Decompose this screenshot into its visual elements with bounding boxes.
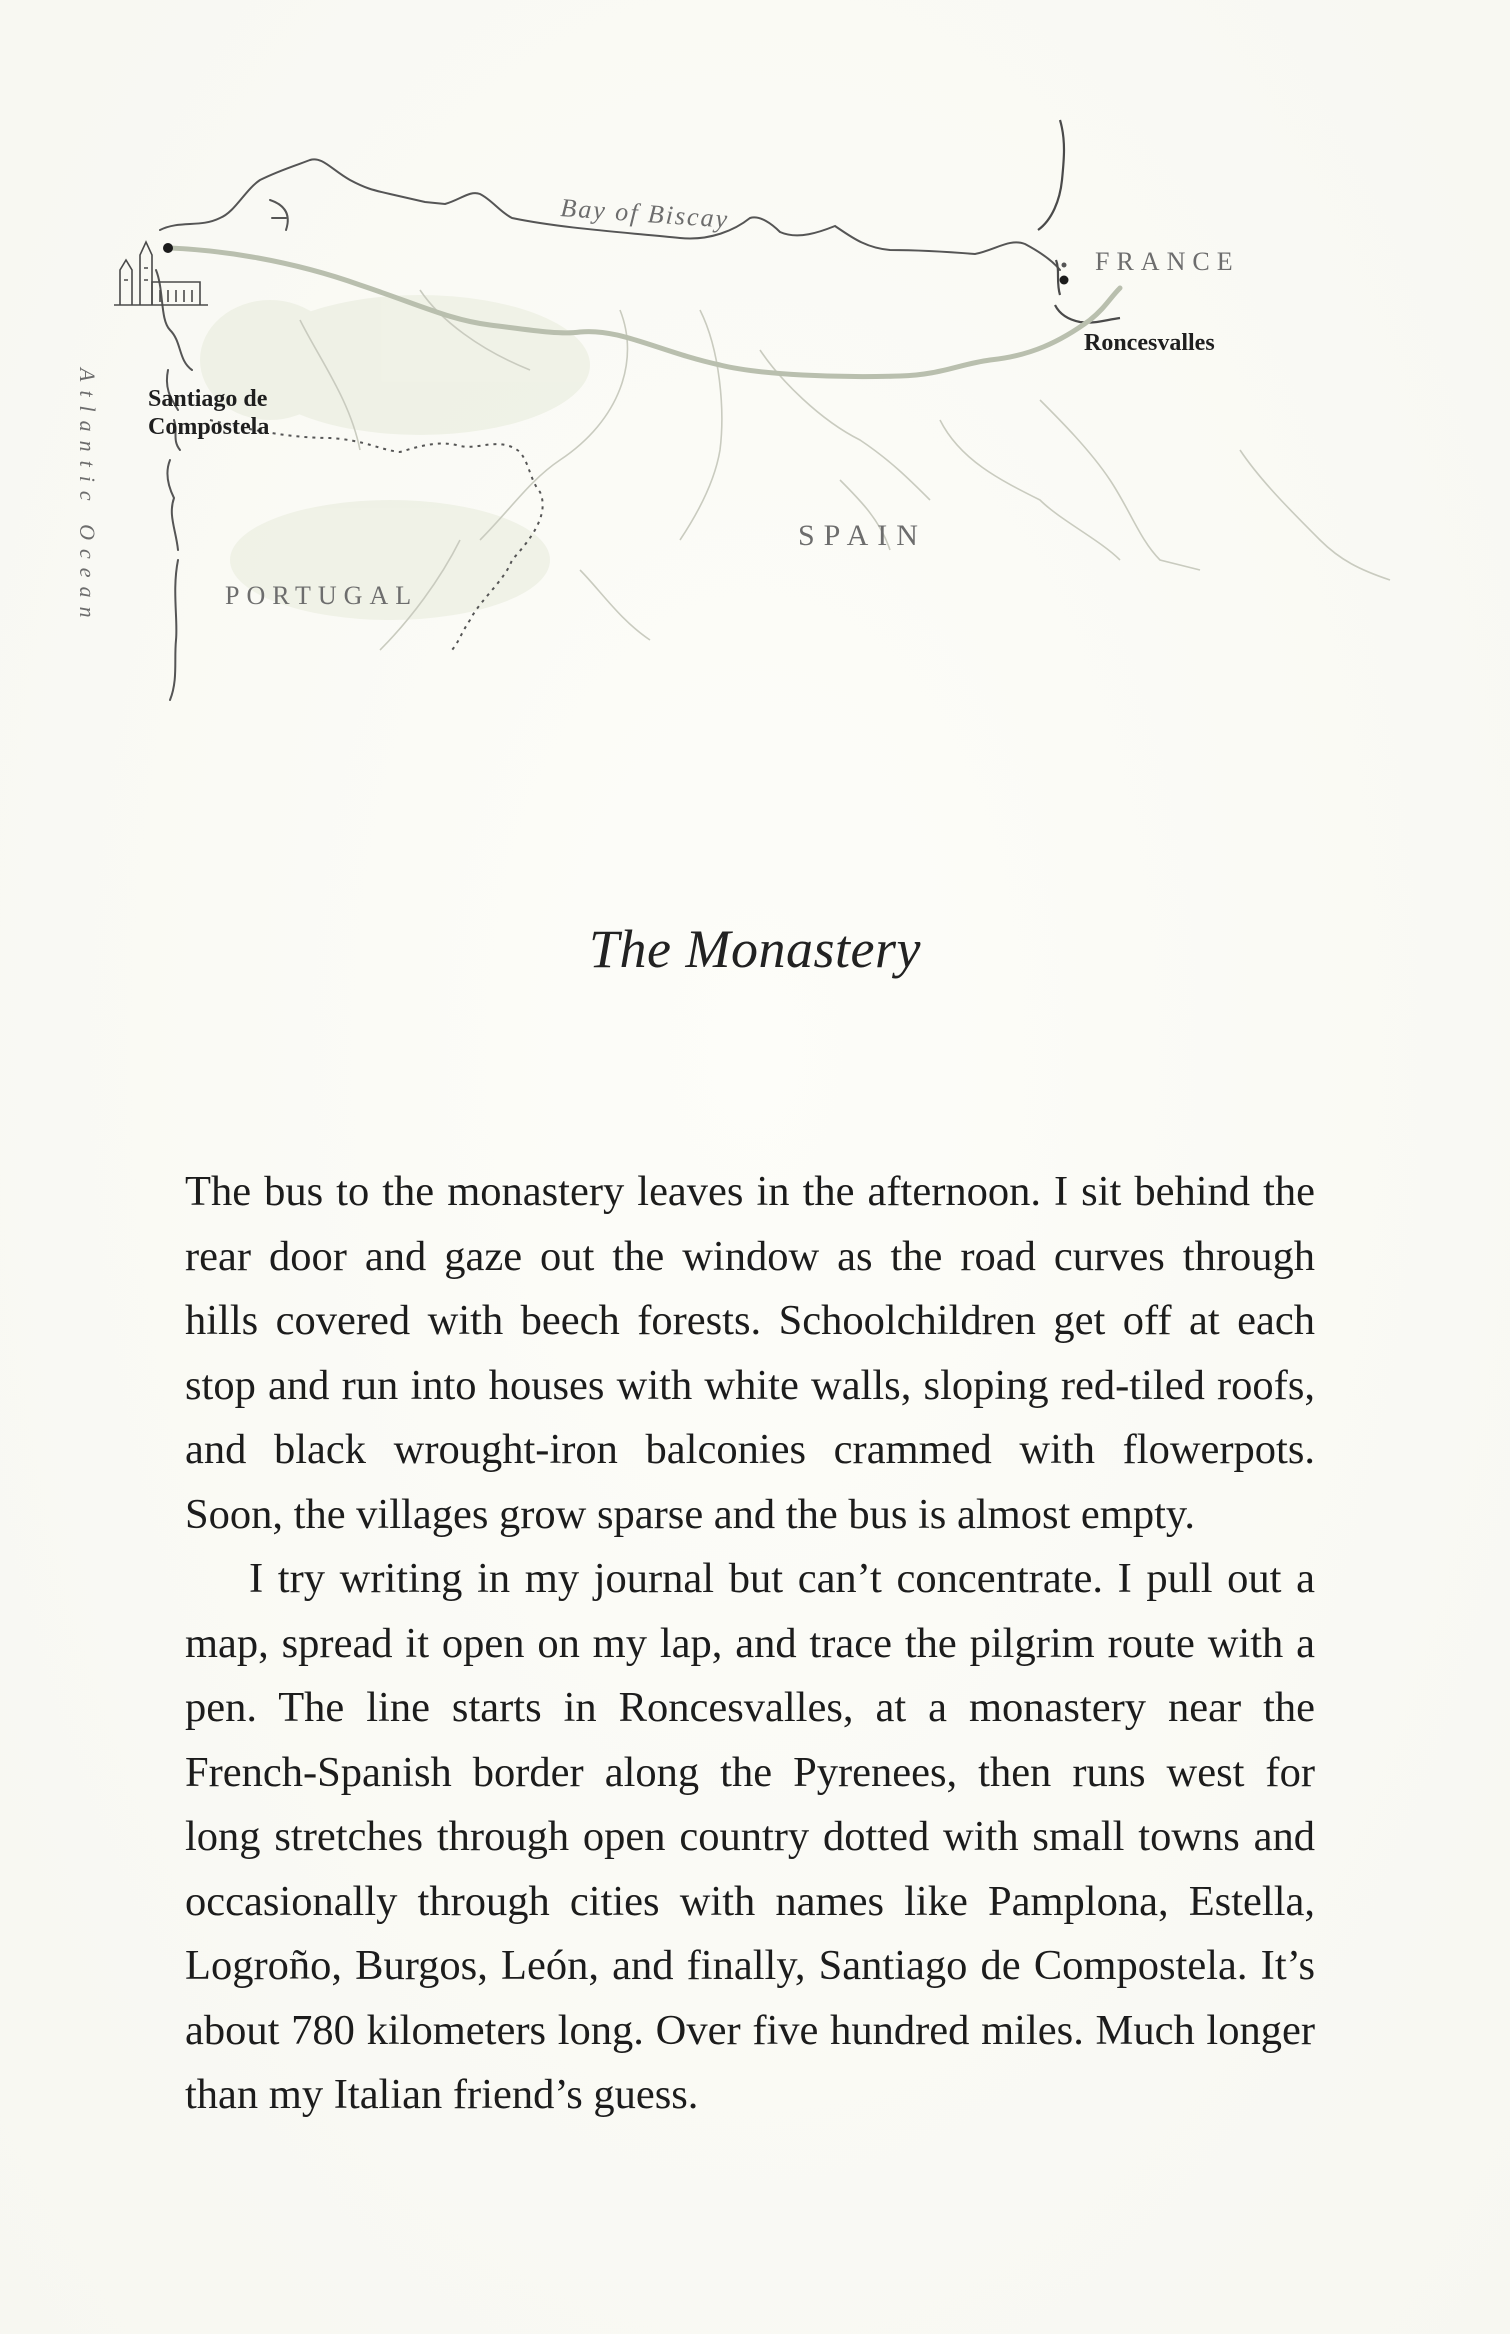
- roncesvalles-marker: [1060, 276, 1069, 285]
- label-france: FRANCE: [1095, 247, 1240, 276]
- france-border: [1038, 120, 1120, 323]
- paragraph-1: The bus to the monastery leaves in the afternoon. I sit behind the rear door and gaze out the window as the road curves through hills covered with beech forests. Schoolchildren get off at each stop and run into houses with white walls, sloping red-tiled roofs, and black wrought-iron balconies crammed with flowerpots. Soon, the villages grow sparse and the bus is almost empty.: [185, 1168, 1315, 1538]
- route-map: [60, 120, 1400, 740]
- coast-fragment: [270, 200, 288, 230]
- label-atlantic-ocean: Atlantic Ocean: [75, 368, 100, 627]
- santiago-marker: [163, 243, 173, 253]
- label-roncesvalles: Roncesvalles: [1084, 330, 1215, 356]
- label-santiago-line2: Compostela: [148, 414, 270, 440]
- label-portugal: PORTUGAL: [225, 581, 419, 610]
- label-santiago-line1: Santiago de: [148, 386, 268, 412]
- west-coastline: [156, 270, 192, 700]
- label-spain: SPAIN: [798, 519, 927, 552]
- paragraph-2: I try writing in my journal but can’t concentrate. I pull out a map, spread it open on my lap, and trace the pilgrim route with a pen. The line starts in Roncesvalles, at a monastery near the French-Spanish border along the Pyrenees, then runs west for long stretches through open country dotted with small towns and occasionally through cities with names like Pamplona, Estella, Logroño, Burgos, León, and finally, Santiago de Compostela. It’s about 780 kilometers long. Over five hundred miles. Much longer than my Italian friend’s guess.: [185, 1555, 1315, 2118]
- map-illustration: [60, 120, 1400, 740]
- label-bay-of-biscay: Bay of Biscay: [559, 193, 731, 234]
- land-shading: [200, 295, 590, 620]
- chapter-title: The Monastery: [589, 919, 921, 979]
- body-text: [185, 1160, 1315, 2128]
- border-dot: [1062, 263, 1067, 268]
